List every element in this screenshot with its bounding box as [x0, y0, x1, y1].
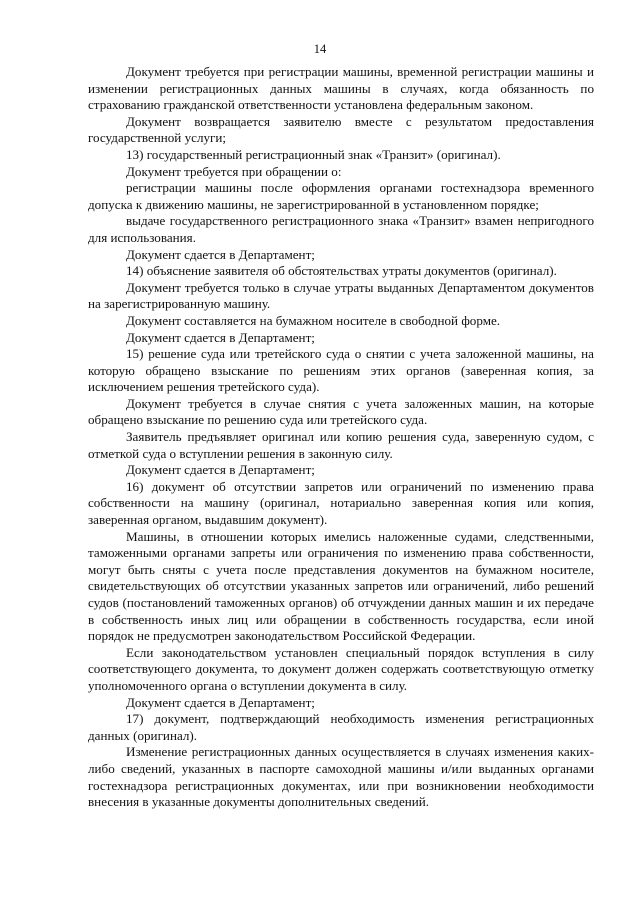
paragraph-15: Документ сдается в Департамент; [126, 462, 315, 478]
paragraph-19: Документ сдается в Департамент; [126, 694, 315, 710]
paragraph-13: Документ требуется в случае снятия с учета заложенных машин, на которые обращено взыскание по решению суда или третейского суда. [88, 395, 594, 428]
paragraph-3: 13) государственный регистрационный знак «Транзит» (оригинал). [126, 146, 501, 162]
paragraph-21: Изменение регистрационных данных осуществляется в случаях изменения каких-либо сведений, указанных в паспорте самоходной машины и/или выданных органами гостехнадзора регистрационных документах, или при возникновении необходимости внесения в указанные документы дополнительных сведений. [88, 744, 594, 810]
paragraph-20: 17) документ, подтверждающий необходимость изменения регистрационных данных (оригинал). [88, 711, 594, 743]
paragraph-5: регистрации машины после оформления органами гостехнадзора временного допуска к движению машины, не зарегистрированной в установленном порядке; [88, 180, 594, 212]
paragraph-6: выдаче государственного регистрационного знака «Транзит» взамен непригодного для использования. [88, 213, 594, 245]
document-body [88, 64, 594, 811]
paragraph-1: Документ требуется при регистрации машины, временной регистрации машины и изменении регистрационных данных машины в случаях, когда обязанность по страхованию гражданской ответственности установлена федеральным законом. [88, 64, 594, 113]
paragraph-10: Документ составляется на бумажном носителе в свободной форме. [126, 312, 501, 328]
paragraph-14: Заявитель предъявляет оригинал или копию решения суда, заверенную судом, с отметкой суда о вступлении решения в законную силу. [88, 429, 594, 461]
paragraph-4: Документ требуется при обращении о: [126, 163, 342, 179]
paragraph-11: Документ сдается в Департамент; [126, 329, 315, 345]
paragraph-9: Документ требуется только в случае утраты выданных Департаментом документов на зарегистрированную машину. [88, 279, 594, 312]
page-number: 14 [313, 42, 327, 56]
paragraph-7: Документ сдается в Департамент; [126, 246, 315, 262]
paragraph-2: Документ возвращается заявителю вместе с результатом предоставления государственной услуги; [88, 113, 594, 146]
paragraph-8: 14) объяснение заявителя об обстоятельствах утраты документов (оригинал). [126, 263, 557, 279]
paragraph-12: 15) решение суда или третейского суда о снятии с учета заложенной машины, на которую обращено взыскание по решениям этих органов (заверенная копия, за исключением решения третейского суда). [88, 346, 594, 395]
paragraph-18: Если законодательством установлен специальный порядок вступления в силу соответствующего документа, то документ должен содержать соответствующую отметку уполномоченного органа о вступлении документа в силу. [88, 644, 594, 693]
paragraph-17: Машины, в отношении которых имелись наложенные судами, следственными, таможенными органами запреты или ограничения по изменению права собственности, могут быть сняты с учета после представления документов на бумажном носителе, свидетельствующих об отсутствии указанных запретов или ограничений, либо решений судов (постановлений таможенных органов) об отчуждении данных машин и их передаче в собственность иных лиц или обращении в собственность государства, если иной порядок не предусмотрен законодательством Российской Федерации. [88, 528, 594, 644]
paragraph-16: 16) документ об отсутствии запретов или ограничений по изменению права собственности на машину (оригинал, нотариально заверенная копия или копия, заверенная органом, выдавшим документ). [88, 478, 594, 528]
